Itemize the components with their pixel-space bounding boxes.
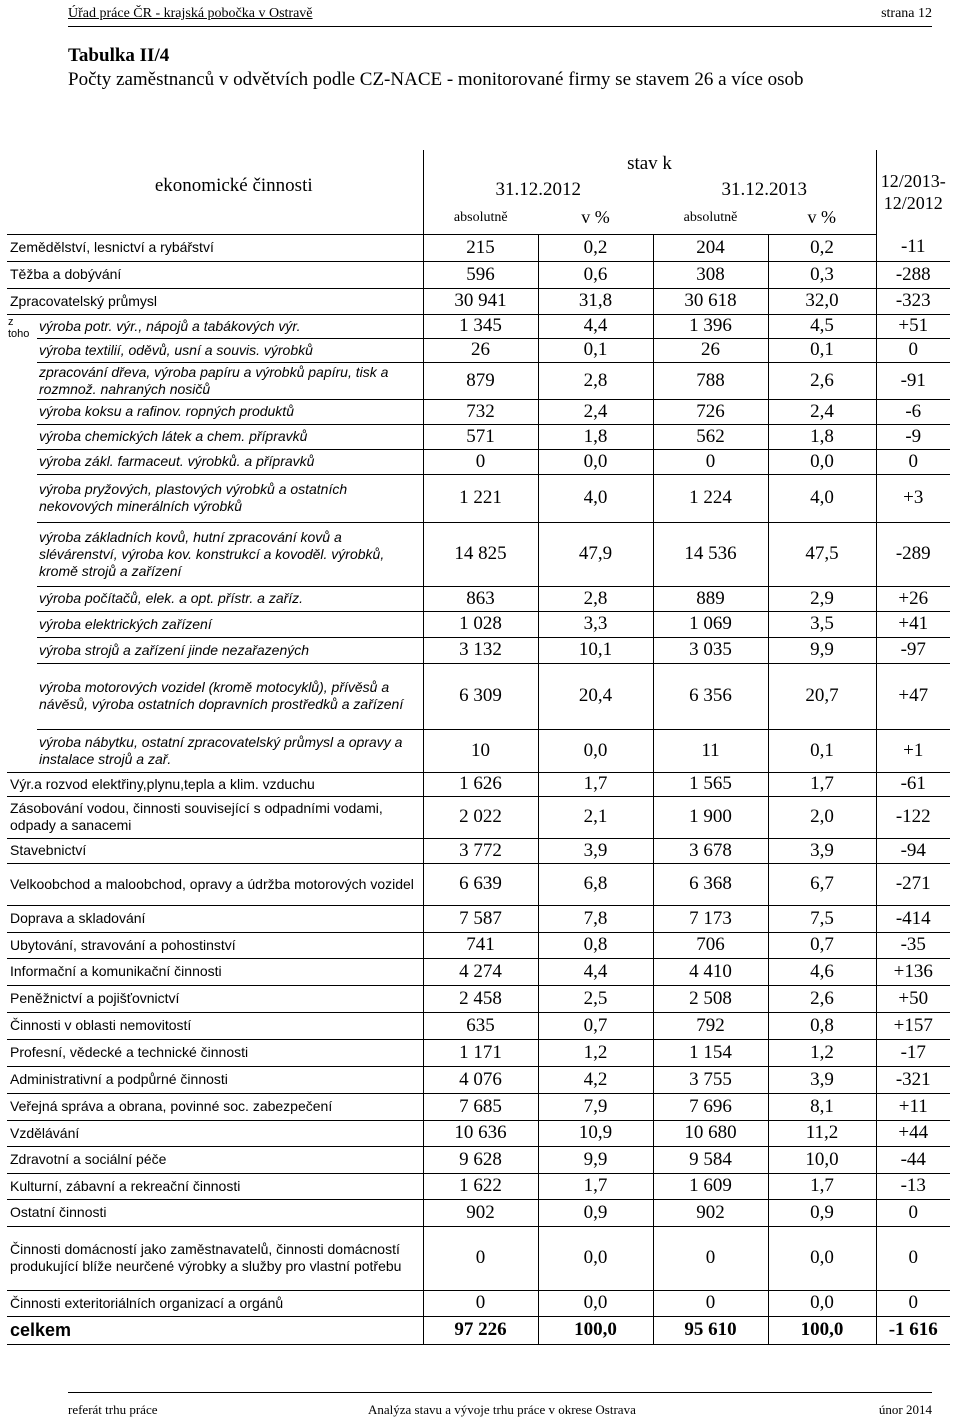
cell-change: -61 [876, 772, 950, 796]
cell-pct-2013: 6,7 [768, 863, 876, 905]
subrow-label: výroba koksu a rafinov. ropných produktů [37, 399, 423, 424]
cell-abs-2013: 562 [653, 424, 768, 449]
row-label: Vzdělávání [7, 1120, 423, 1146]
cell-change: -122 [876, 796, 950, 838]
cell-pct-2013: 3,5 [768, 611, 876, 637]
cell-pct-2013: 1,7 [768, 1173, 876, 1199]
cell-change: -17 [876, 1039, 950, 1066]
header-date-2012: 31.12.2012 [423, 178, 653, 202]
cell-pct-2013: 1,8 [768, 424, 876, 449]
cell-pct-2013: 2,4 [768, 399, 876, 424]
cell-change: -35 [876, 932, 950, 958]
subtable-row [7, 338, 950, 362]
cell-abs-2012: 215 [423, 234, 538, 261]
cell-abs-2012: 635 [423, 1012, 538, 1039]
cell-abs-2012: 1 221 [423, 474, 538, 522]
cell-abs-2013: 1 069 [653, 611, 768, 637]
header-activity: ekonomické činnosti [154, 175, 313, 196]
header-pct-2013: v % [768, 202, 876, 234]
subtable-row [7, 424, 950, 449]
cell-abs-2013: 0 [653, 1290, 768, 1316]
subrow-label: výroba elektrických zařízení [37, 611, 423, 637]
subrow-label: výroba základních kovů, hutní zpracování kovů a slévárenství, výroba kov. konstrukcí a kovoděl. výrobků, kromě strojů a zařízení [37, 522, 423, 586]
cell-pct-2012: 7,9 [538, 1093, 653, 1120]
subtable-row [7, 663, 950, 729]
footer-right: únor 2014 [878, 1402, 932, 1417]
cell-pct-2013: 2,6 [768, 985, 876, 1012]
cell-abs-2012: 596 [423, 261, 538, 288]
footer-center: Analýza stavu a vývoje trhu práce v okrese Ostrava [368, 1402, 636, 1417]
cell-pct-2013: 0,8 [768, 1012, 876, 1039]
cell-abs-2013: 204 [653, 234, 768, 261]
z-toho-label: z toho [7, 314, 37, 772]
row-label: Zpracovatelský průmysl [7, 288, 423, 314]
cell-change: -323 [876, 288, 950, 314]
cell-abs-2012: 3 772 [423, 838, 538, 863]
cell-abs-2013: 7 696 [653, 1093, 768, 1120]
cell-abs-2013: 889 [653, 586, 768, 611]
cell-change: +26 [876, 586, 950, 611]
subtable-row [7, 362, 950, 399]
cell-abs-2013: 95 610 [653, 1316, 768, 1344]
cell-change: +136 [876, 958, 950, 985]
table-row [7, 932, 950, 958]
table-row [7, 985, 950, 1012]
cell-pct-2013: 8,1 [768, 1093, 876, 1120]
header-change-line2: 12/2012 [883, 193, 943, 213]
header-abs-2012: absolutně [423, 202, 538, 234]
table-row [7, 1066, 950, 1093]
cell-abs-2013: 308 [653, 261, 768, 288]
table-row [7, 863, 950, 905]
cell-pct-2012: 1,7 [538, 772, 653, 796]
table-row [7, 958, 950, 985]
row-label: Stavebnictví [7, 838, 423, 863]
cell-pct-2012: 2,4 [538, 399, 653, 424]
cell-abs-2012: 0 [423, 1290, 538, 1316]
cell-change: 0 [876, 1226, 950, 1290]
cell-pct-2012: 2,5 [538, 985, 653, 1012]
cell-abs-2013: 0 [653, 1226, 768, 1290]
page-footer [68, 1392, 932, 1420]
cell-change: -288 [876, 261, 950, 288]
row-label: Činnosti exteritoriálních organizací a orgánů [7, 1290, 423, 1316]
cell-abs-2013: 9 584 [653, 1146, 768, 1173]
table-row [7, 772, 950, 796]
cell-abs-2012: 1 171 [423, 1039, 538, 1066]
row-label: Činnosti domácností jako zaměstnavatelů, činnosti domácností produkující blíže neurčené výrobky a služby pro vlastní potřebu [7, 1226, 423, 1290]
cell-pct-2012: 10,1 [538, 637, 653, 663]
cell-abs-2012: 1 345 [423, 314, 538, 338]
cell-pct-2012: 1,8 [538, 424, 653, 449]
cell-pct-2013: 20,7 [768, 663, 876, 729]
cell-abs-2013: 1 609 [653, 1173, 768, 1199]
cell-pct-2013: 2,9 [768, 586, 876, 611]
cell-pct-2013: 47,5 [768, 522, 876, 586]
row-label: Administrativní a podpůrné činnosti [7, 1066, 423, 1093]
cell-abs-2012: 97 226 [423, 1316, 538, 1344]
cell-change: -11 [876, 234, 950, 261]
cell-pct-2012: 100,0 [538, 1316, 653, 1344]
cell-change: -91 [876, 362, 950, 399]
cell-pct-2012: 0,7 [538, 1012, 653, 1039]
row-label: Informační a komunikační činnosti [7, 958, 423, 985]
row-label: Zemědělství, lesnictví a rybářství [7, 234, 423, 261]
header-pct-2012: v % [538, 202, 653, 234]
cell-change: -321 [876, 1066, 950, 1093]
cell-abs-2012: 3 132 [423, 637, 538, 663]
subtable-row [7, 399, 950, 424]
cell-pct-2013: 100,0 [768, 1316, 876, 1344]
cell-abs-2013: 792 [653, 1012, 768, 1039]
cell-abs-2012: 863 [423, 586, 538, 611]
cell-abs-2013: 1 224 [653, 474, 768, 522]
cell-pct-2013: 0,1 [768, 729, 876, 772]
table-title [68, 44, 948, 92]
cell-change: 0 [876, 449, 950, 474]
cell-pct-2012: 20,4 [538, 663, 653, 729]
cell-pct-2012: 0,6 [538, 261, 653, 288]
row-label: Kulturní, zábavní a rekreační činnosti [7, 1173, 423, 1199]
cell-pct-2012: 7,8 [538, 905, 653, 932]
cell-pct-2012: 0,9 [538, 1199, 653, 1226]
row-label: Ubytování, stravování a pohostinství [7, 932, 423, 958]
cell-abs-2013: 11 [653, 729, 768, 772]
cell-pct-2012: 0,0 [538, 1290, 653, 1316]
subtable-row [7, 729, 950, 772]
cell-change: -1 616 [876, 1316, 950, 1344]
cell-pct-2012: 4,4 [538, 314, 653, 338]
cell-abs-2012: 4 076 [423, 1066, 538, 1093]
cell-change: -97 [876, 637, 950, 663]
table-row [7, 234, 950, 261]
table-row [7, 905, 950, 932]
cell-abs-2013: 3 678 [653, 838, 768, 863]
subtable-row [7, 586, 950, 611]
table-row [7, 261, 950, 288]
cell-change: -6 [876, 399, 950, 424]
cell-pct-2013: 0,0 [768, 449, 876, 474]
cell-abs-2013: 0 [653, 449, 768, 474]
cell-pct-2012: 4,0 [538, 474, 653, 522]
cell-abs-2013: 14 536 [653, 522, 768, 586]
header-state: stav k [423, 150, 876, 178]
cell-pct-2013: 4,5 [768, 314, 876, 338]
cell-pct-2013: 4,6 [768, 958, 876, 985]
cell-pct-2012: 2,1 [538, 796, 653, 838]
header-change [876, 150, 950, 234]
cell-change: +51 [876, 314, 950, 338]
cell-pct-2012: 9,9 [538, 1146, 653, 1173]
cell-change: -289 [876, 522, 950, 586]
subrow-label: výroba zákl. farmaceut. výrobků. a přípravků [37, 449, 423, 474]
table-caption: Počty zaměstnanců v odvětvích podle CZ-NACE - monitorované firmy se stavem 26 a více osob [68, 69, 804, 90]
cell-pct-2013: 1,2 [768, 1039, 876, 1066]
cell-abs-2012: 26 [423, 338, 538, 362]
table-row [7, 288, 950, 314]
cell-abs-2013: 26 [653, 338, 768, 362]
cell-pct-2013: 0,0 [768, 1226, 876, 1290]
cell-pct-2013: 0,2 [768, 234, 876, 261]
cell-pct-2012: 0,0 [538, 449, 653, 474]
cell-pct-2012: 0,0 [538, 729, 653, 772]
cell-abs-2012: 1 622 [423, 1173, 538, 1199]
cell-pct-2013: 32,0 [768, 288, 876, 314]
cell-abs-2013: 3 755 [653, 1066, 768, 1093]
table-row [7, 796, 950, 838]
table-row [7, 1039, 950, 1066]
cell-abs-2013: 1 565 [653, 772, 768, 796]
total-row [7, 1316, 950, 1344]
cell-abs-2013: 1 900 [653, 796, 768, 838]
cell-abs-2012: 2 458 [423, 985, 538, 1012]
cell-abs-2012: 1 028 [423, 611, 538, 637]
cell-change: +44 [876, 1120, 950, 1146]
cell-pct-2012: 1,7 [538, 1173, 653, 1199]
row-label: Zdravotní a sociální péče [7, 1146, 423, 1173]
cell-abs-2012: 10 [423, 729, 538, 772]
cell-pct-2013: 0,9 [768, 1199, 876, 1226]
cell-abs-2012: 1 626 [423, 772, 538, 796]
cell-pct-2013: 9,9 [768, 637, 876, 663]
cell-pct-2013: 4,0 [768, 474, 876, 522]
cell-pct-2012: 2,8 [538, 586, 653, 611]
table-row [7, 1120, 950, 1146]
row-label: Těžba a dobývání [7, 261, 423, 288]
cell-change: -94 [876, 838, 950, 863]
row-label: Výr.a rozvod elektřiny,plynu,tepla a klim. vzduchu [7, 772, 423, 796]
cell-abs-2013: 726 [653, 399, 768, 424]
cell-pct-2013: 1,7 [768, 772, 876, 796]
cell-abs-2012: 6 309 [423, 663, 538, 729]
cell-pct-2012: 0,8 [538, 932, 653, 958]
subtable-row [7, 474, 950, 522]
header-date-2013: 31.12.2013 [721, 179, 807, 200]
subrow-label: výroba počítačů, elek. a opt. přístr. a zaříz. [37, 586, 423, 611]
cell-pct-2012: 10,9 [538, 1120, 653, 1146]
subrow-label: výroba nábytku, ostatní zpracovatelský průmysl a opravy a instalace strojů a zař. [37, 729, 423, 772]
subtable-row [7, 637, 950, 663]
header-abs-2013: absolutně [653, 202, 768, 234]
cell-change: +50 [876, 985, 950, 1012]
employment-table [7, 150, 950, 1345]
subtable-row [7, 522, 950, 586]
cell-pct-2013: 2,6 [768, 362, 876, 399]
cell-pct-2012: 4,2 [538, 1066, 653, 1093]
cell-abs-2013: 2 508 [653, 985, 768, 1012]
total-label: celkem [7, 1316, 423, 1344]
cell-abs-2013: 1 396 [653, 314, 768, 338]
cell-change: 0 [876, 1290, 950, 1316]
subrow-label: výroba strojů a zařízení jinde nezařazených [37, 637, 423, 663]
cell-pct-2012: 3,9 [538, 838, 653, 863]
subtable-row [7, 611, 950, 637]
cell-pct-2012: 0,2 [538, 234, 653, 261]
subrow-label: výroba motorových vozidel (kromě motocyklů), přívěsů a návěsů, výroba ostatních dopravních prostředků a zařízení [37, 663, 423, 729]
table-row [7, 838, 950, 863]
cell-abs-2012: 30 941 [423, 288, 538, 314]
cell-abs-2012: 6 639 [423, 863, 538, 905]
cell-abs-2013: 6 356 [653, 663, 768, 729]
cell-abs-2012: 9 628 [423, 1146, 538, 1173]
subrow-label: výroba textilií, oděvů, usní a souvis. výrobků [37, 338, 423, 362]
cell-pct-2013: 3,9 [768, 1066, 876, 1093]
cell-abs-2012: 732 [423, 399, 538, 424]
cell-change: +3 [876, 474, 950, 522]
cell-abs-2013: 10 680 [653, 1120, 768, 1146]
table-row [7, 1146, 950, 1173]
cell-change: +47 [876, 663, 950, 729]
table-row [7, 1290, 950, 1316]
subrow-label: zpracování dřeva, výroba papíru a výrobků papíru, tisk a rozmnož. nahraných nosičů [37, 362, 423, 399]
header-page-number: strana 12 [881, 6, 932, 21]
cell-pct-2012: 1,2 [538, 1039, 653, 1066]
cell-abs-2012: 7 587 [423, 905, 538, 932]
cell-abs-2012: 14 825 [423, 522, 538, 586]
cell-pct-2012: 0,1 [538, 338, 653, 362]
cell-abs-2012: 741 [423, 932, 538, 958]
subrow-label: výroba pryžových, plastových výrobků a ostatních nekovových minerálních výrobků [37, 474, 423, 522]
table-row [7, 1226, 950, 1290]
page-header [68, 0, 932, 27]
cell-change: -44 [876, 1146, 950, 1173]
cell-change: -271 [876, 863, 950, 905]
table-number: Tabulka II/4 [68, 45, 170, 66]
cell-abs-2012: 0 [423, 1226, 538, 1290]
subrow-label: výroba potr. výr., nápojů a tabákových výr. [37, 314, 423, 338]
cell-pct-2012: 0,0 [538, 1226, 653, 1290]
cell-change: +157 [876, 1012, 950, 1039]
cell-pct-2012: 31,8 [538, 288, 653, 314]
cell-change: 0 [876, 338, 950, 362]
cell-pct-2013: 0,1 [768, 338, 876, 362]
cell-pct-2012: 4,4 [538, 958, 653, 985]
cell-pct-2013: 11,2 [768, 1120, 876, 1146]
row-label: Ostatní činnosti [7, 1199, 423, 1226]
cell-pct-2012: 3,3 [538, 611, 653, 637]
subtable-row [7, 314, 950, 338]
row-label: Velkoobchod a maloobchod, opravy a údržba motorových vozidel [7, 863, 423, 905]
table-row [7, 1199, 950, 1226]
row-label: Zásobování vodou, činnosti související s odpadními vodami, odpady a sanacemi [7, 796, 423, 838]
cell-pct-2013: 0,7 [768, 932, 876, 958]
subrow-label: výroba chemických látek a chem. přípravků [37, 424, 423, 449]
cell-change: -414 [876, 905, 950, 932]
cell-change: 0 [876, 1199, 950, 1226]
cell-abs-2012: 902 [423, 1199, 538, 1226]
cell-pct-2013: 7,5 [768, 905, 876, 932]
cell-pct-2013: 0,3 [768, 261, 876, 288]
cell-pct-2012: 6,8 [538, 863, 653, 905]
table-row [7, 1093, 950, 1120]
cell-change: +41 [876, 611, 950, 637]
cell-abs-2012: 10 636 [423, 1120, 538, 1146]
header-change-line1: 12/2013- [880, 171, 946, 191]
cell-abs-2013: 706 [653, 932, 768, 958]
subtable-row [7, 449, 950, 474]
cell-abs-2012: 2 022 [423, 796, 538, 838]
cell-abs-2013: 4 410 [653, 958, 768, 985]
cell-pct-2013: 3,9 [768, 838, 876, 863]
cell-abs-2012: 0 [423, 449, 538, 474]
cell-abs-2012: 571 [423, 424, 538, 449]
cell-abs-2012: 7 685 [423, 1093, 538, 1120]
cell-change: -9 [876, 424, 950, 449]
cell-change: +1 [876, 729, 950, 772]
cell-abs-2013: 902 [653, 1199, 768, 1226]
table-row [7, 1012, 950, 1039]
cell-abs-2013: 788 [653, 362, 768, 399]
header-office: Úřad práce ČR - krajská pobočka v Ostravě [68, 6, 313, 21]
cell-abs-2012: 879 [423, 362, 538, 399]
cell-abs-2013: 6 368 [653, 863, 768, 905]
cell-abs-2013: 3 035 [653, 637, 768, 663]
cell-change: +11 [876, 1093, 950, 1120]
row-label: Doprava a skladování [7, 905, 423, 932]
cell-pct-2013: 0,0 [768, 1290, 876, 1316]
row-label: Činnosti v oblasti nemovitostí [7, 1012, 423, 1039]
footer-left: referát trhu práce [68, 1402, 158, 1417]
table-row [7, 1173, 950, 1199]
cell-pct-2012: 2,8 [538, 362, 653, 399]
cell-pct-2012: 47,9 [538, 522, 653, 586]
cell-abs-2013: 30 618 [653, 288, 768, 314]
cell-pct-2013: 2,0 [768, 796, 876, 838]
cell-change: -13 [876, 1173, 950, 1199]
row-label: Profesní, vědecké a technické činnosti [7, 1039, 423, 1066]
cell-abs-2013: 1 154 [653, 1039, 768, 1066]
row-label: Peněžnictví a pojišťovnictví [7, 985, 423, 1012]
row-label: Veřejná správa a obrana, povinné soc. zabezpečení [7, 1093, 423, 1120]
cell-abs-2013: 7 173 [653, 905, 768, 932]
cell-pct-2013: 10,0 [768, 1146, 876, 1173]
cell-abs-2012: 4 274 [423, 958, 538, 985]
